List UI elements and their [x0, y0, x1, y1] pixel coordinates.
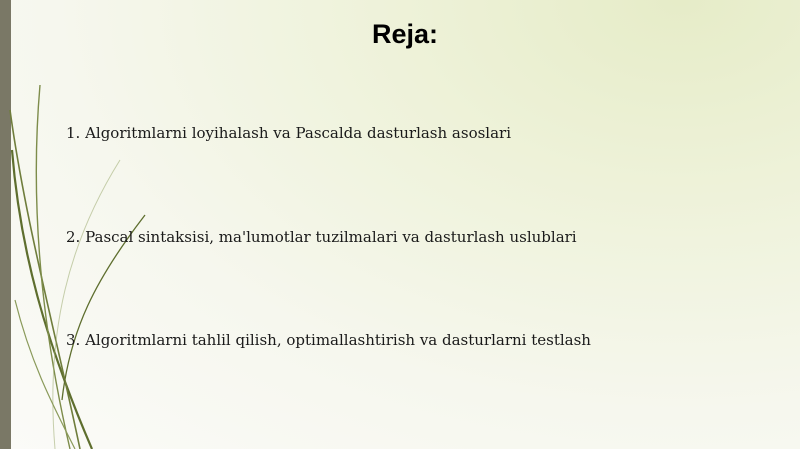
plan-item-3: 3. Algoritmlarni tahlil qilish, optimallashtirish va dasturlarni testlash — [66, 331, 591, 349]
slide-title: Reja: — [371, 19, 439, 49]
plan-item-1: 1. Algoritmlarni loyihalash va Pascalda dasturlash asoslari — [66, 124, 512, 142]
left-accent-bar — [0, 0, 11, 449]
plan-item-2: 2. Pascal sintaksisi, ma'lumotlar tuzilmalari va dasturlash uslublari — [66, 228, 577, 246]
